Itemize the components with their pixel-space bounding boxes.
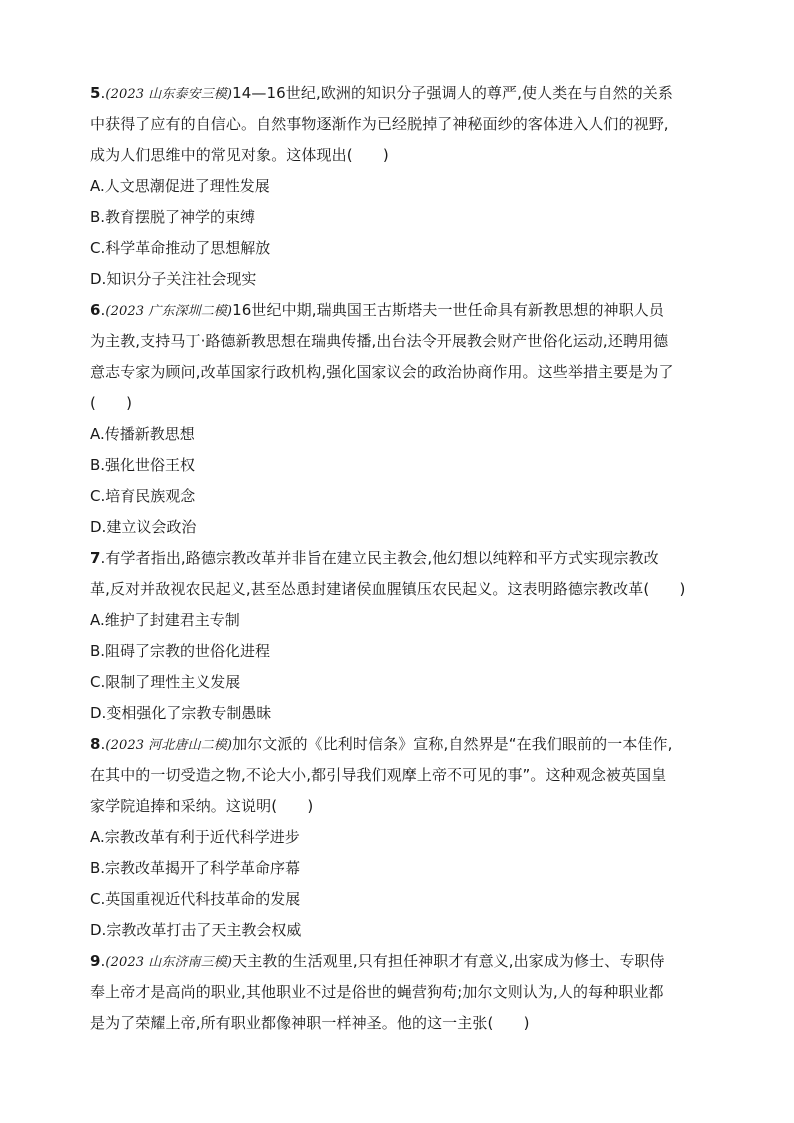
option-b[interactable]: B.教育摆脱了神学的束缚 [90,208,256,226]
question-number: 5 [90,84,101,102]
question-list [90,78,716,1039]
option-c[interactable]: C.科学革命推动了思想解放 [90,239,271,257]
question-number: 8 [90,735,101,753]
question-stem-line: 中获得了应有的自信心。自然事物逐渐作为已经脱掉了神秘面纱的客体进入人们的视野, [90,115,669,133]
option-c[interactable]: C.培育民族观念 [90,487,196,505]
option-d[interactable]: D.宗教改革打击了天主教会权威 [90,921,302,939]
question-number: 6 [90,301,101,319]
question-number: 9 [90,952,101,970]
question-stem-line: 8.(2023 河北唐山二模)加尔文派的《比利时信条》宣称,自然界是“在我们眼前的一本佳作, [90,735,673,753]
option-a[interactable]: A.人文思潮促进了理性发展 [90,177,270,195]
question-9 [90,946,716,1039]
option-a[interactable]: A.维护了封建君主专制 [90,611,240,629]
option-c[interactable]: C.限制了理性主义发展 [90,673,241,691]
question-stem-line: 为主教,支持马丁·路德新教思想在瑞典传播,出台法令开展教会财产世俗化运动,还聘用德 [90,332,669,350]
question-stem-line: 7.有学者指出,路德宗教改革并非旨在建立民主教会,他幻想以纯粹和平方式实现宗教改 [90,549,659,567]
question-stem-line: 意志专家为顾问,改革国家行政机构,强化国家议会的政治协商作用。这些举措主要是为了 [90,363,674,381]
option-c[interactable]: C.英国重视近代科技革命的发展 [90,890,301,908]
question-source: (2023 河北唐山二模) [105,738,233,753]
question-stem-line: 在其中的一切受造之物,不论大小,都引导我们观摩上帝不可见的事”。这种观念被英国皇 [90,766,667,784]
question-stem-line: 革,反对并敌视农民起义,甚至怂恿封建诸侯血腥镇压农民起义。这表明路德宗教改革( ) [90,580,686,598]
question-stem-line: 奉上帝才是高尚的职业,其他职业不过是俗世的蝇营狗苟;加尔文则认为,人的每种职业都 [90,983,664,1001]
question-source: (2023 山东泰安三模) [105,87,233,102]
option-b[interactable]: B.强化世俗王权 [90,456,196,474]
option-d[interactable]: D.变相强化了宗教专制愚昧 [90,704,272,722]
option-a[interactable]: A.宗教改革有利于近代科学进步 [90,828,300,846]
option-b[interactable]: B.阻碍了宗教的世俗化进程 [90,642,271,660]
question-7 [90,543,716,729]
option-b[interactable]: B.宗教改革揭开了科学革命序幕 [90,859,301,877]
question-8 [90,729,716,946]
question-stem-line: 是为了荣耀上帝,所有职业都像神职一样神圣。他的这一主张( ) [90,1014,530,1032]
question-source: (2023 广东深圳二模) [105,304,233,319]
option-d[interactable]: D.知识分子关注社会现实 [90,270,257,288]
question-stem-line: 5.(2023 山东泰安三模)14—16世纪,欧洲的知识分子强调人的尊严,使人类在与自然的关系 [90,84,674,102]
question-stem-line: 6.(2023 广东深圳二模)16世纪中期,瑞典国王古斯塔夫一世任命具有新教思想的神职人员 [90,301,664,319]
question-source: (2023 山东济南三模) [105,955,233,970]
question-stem-line: 9.(2023 山东济南三模)天主教的生活观里,只有担任神职才有意义,出家成为修士、专职侍 [90,952,665,970]
question-6 [90,295,716,543]
question-number: 7 [90,549,101,567]
question-stem-line: 成为人们思维中的常见对象。这体现出( ) [90,146,389,164]
option-d[interactable]: D.建立议会政治 [90,518,197,536]
question-stem-line: 家学院追捧和采纳。这说明( ) [90,797,314,815]
question-5 [90,78,716,295]
option-a[interactable]: A.传播新教思想 [90,425,195,443]
question-stem-line: ( ) [90,394,133,412]
